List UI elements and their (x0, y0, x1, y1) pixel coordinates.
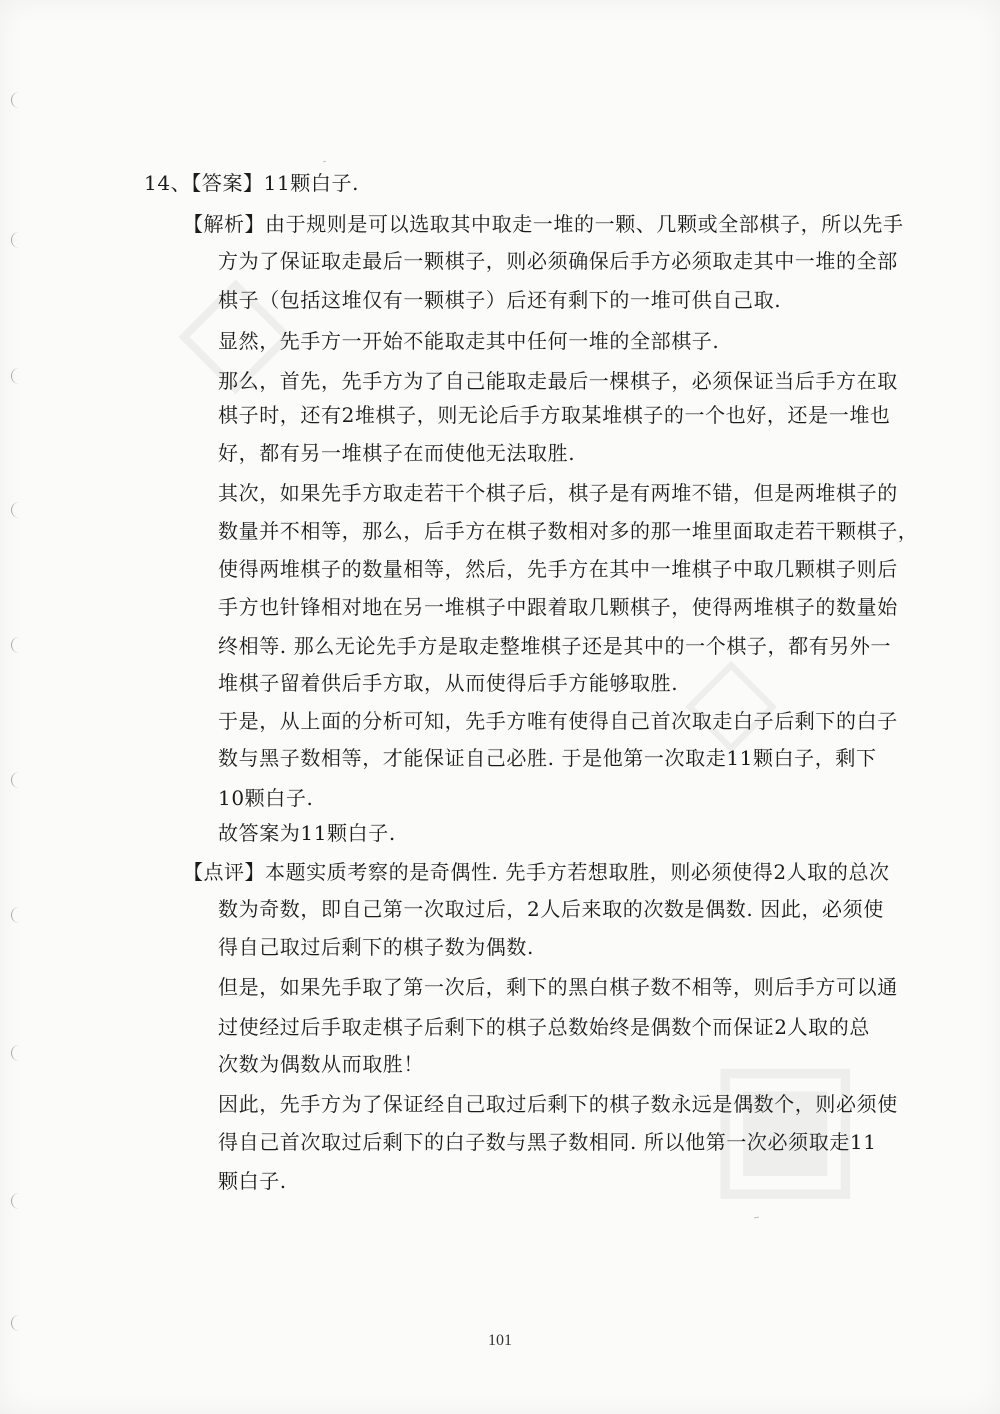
comment-line: 过使经过后手取走棋子后剩下的棋子总数始终是偶数个而保证2人取的总 (218, 1015, 870, 1039)
comment-first-line (183, 862, 890, 882)
analysis-line: 棋子时，还有2堆棋子，则无论后手方取某堆棋子的一个也好，还是一堆也 (218, 403, 891, 427)
analysis-line: 故答案为11颗白子. (218, 821, 396, 845)
binding-hole-mark (11, 92, 20, 108)
analysis-line: 堆棋子留着供后手方取，从而使得后手方能够取胜. (218, 671, 679, 695)
analysis-first-text: 由于规则是可以选取其中取走一堆的一颗、几颗或全部棋子，所以先手 (265, 212, 904, 236)
answer-heading: 14、【答案】11颗白子. (144, 171, 360, 195)
comment-line: 但是，如果先手取了第一次后，剩下的黑白棋子数不相等，则后手方可以通 (218, 975, 898, 999)
comment-line: 颗白子. (218, 1169, 287, 1193)
analysis-line: 终相等. 那么无论先手方是取走整堆棋子还是其中的一个棋子，都有另外一 (218, 634, 892, 658)
comment-line: 次数为偶数从而取胜！ (218, 1052, 424, 1076)
scan-speck (754, 1216, 759, 1218)
comment-line: 因此，先手方为了保证经自己取过后剩下的棋子数永远是偶数个，则必须使 (218, 1092, 898, 1116)
binding-hole-mark (11, 1315, 20, 1331)
analysis-line: 于是，从上面的分析可知，先手方唯有使得自己首次取走白子后剩下的白子 (218, 709, 898, 733)
page-number: 101 (488, 1332, 512, 1349)
binding-hole-mark (11, 232, 20, 248)
background-watermark-shape: ▣ (705, 1021, 866, 1219)
analysis-label: 【解析】 (183, 212, 265, 236)
scan-speck (323, 161, 326, 163)
binding-hole-mark (11, 1045, 20, 1061)
binding-hole-mark (11, 772, 20, 788)
analysis-line: 显然，先手方一开始不能取走其中任何一堆的全部棋子. (218, 329, 720, 353)
analysis-line: 数量并不相等，那么，后手方在棋子数相对多的那一堆里面取走若干颗棋子， (218, 519, 919, 543)
analysis-line: 10颗白子. (218, 786, 314, 810)
analysis-line: 手方也针锋相对地在另一堆棋子中跟着取几颗棋子，使得两堆棋子的数量始 (218, 595, 898, 619)
analysis-line: 那么，首先，先手方为了自己能取走最后一棵棋子，必须保证当后手方在取 (218, 369, 898, 393)
analysis-line: 数与黑子数相等，才能保证自己必胜. 于是他第一次取走11颗白子，剩下 (218, 746, 877, 770)
background-watermark-shape: ◇ (685, 628, 778, 767)
analysis-first-line (183, 214, 904, 234)
comment-line: 数为奇数，即自己第一次取过后，2人后来取的次数是偶数. 因此，必须使 (218, 897, 884, 921)
comment-line: 得自己取过后剩下的棋子数为偶数. (218, 935, 534, 959)
analysis-line: 使得两堆棋子的数量相等，然后，先手方在其中一堆棋子中取几颗棋子则后 (218, 557, 898, 581)
binding-hole-mark (11, 1193, 20, 1209)
analysis-line: 其次，如果先手方取走若干个棋子后，棋子是有两堆不错，但是两堆棋子的 (218, 481, 898, 505)
comment-label: 【点评】 (183, 860, 265, 884)
binding-hole-mark (11, 502, 20, 518)
analysis-line: 棋子（包括这堆仅有一颗棋子）后还有剩下的一堆可供自己取. (218, 288, 782, 312)
binding-hole-mark (11, 907, 20, 923)
binding-hole-mark (11, 368, 20, 384)
analysis-line: 好，都有另一堆棋子在而使他无法取胜. (218, 441, 576, 465)
comment-line: 得自己首次取过后剩下的白子数与黑子数相同. 所以他第一次必须取走11 (218, 1130, 877, 1154)
background-watermark-shape: ◇ (178, 238, 294, 412)
binding-hole-mark (11, 637, 20, 653)
comment-first-text: 本题实质考察的是奇偶性. 先手方若想取胜，则必须使得2人取的总次 (265, 860, 890, 884)
analysis-line: 方为了保证取走最后一颗棋子，则必须确保后手方必须取走其中一堆的全部 (218, 249, 898, 273)
